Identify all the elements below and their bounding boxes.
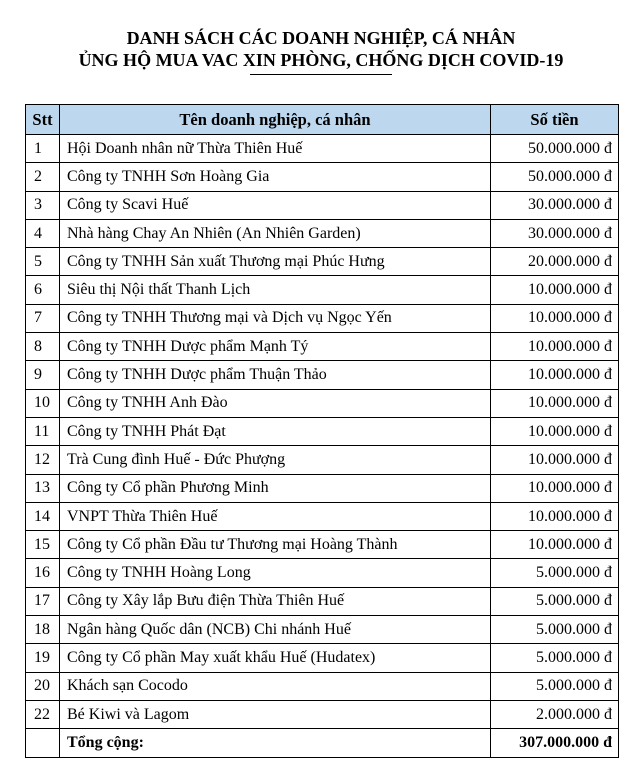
row-name: VNPT Thừa Thiên Huế [60,502,491,530]
row-name: Nhà hàng Chay An Nhiên (An Nhiên Garden) [60,219,491,247]
total-amount: 307.000.000 đ [491,729,619,757]
row-amount: 10.000.000 đ [491,304,619,332]
row-stt: 2 [26,163,60,191]
row-name: Công ty TNHH Sản xuất Thương mại Phúc Hưng [60,248,491,276]
row-amount: 10.000.000 đ [491,389,619,417]
table-row [26,304,619,332]
table-row [26,700,619,728]
row-name: Trà Cung đình Huế - Đức Phượng [60,446,491,474]
row-amount: 50.000.000 đ [491,163,619,191]
row-stt: 3 [26,191,60,219]
table-row [26,531,619,559]
row-name: Hội Doanh nhân nữ Thừa Thiên Huế [60,135,491,163]
row-amount: 5.000.000 đ [491,672,619,700]
table-row [26,644,619,672]
row-amount: 10.000.000 đ [491,502,619,530]
row-stt: 1 [26,135,60,163]
row-amount: 5.000.000 đ [491,559,619,587]
table-row [26,559,619,587]
header-row [26,105,619,135]
document-title-line-1: DANH SÁCH CÁC DOANH NGHIỆP, CÁ NHÂN [126,28,516,48]
document-title-line-2: ỦNG HỘ MUA VAC XIN PHÒNG, CHỐNG DỊCH COVID-19 [78,50,564,70]
donor-table-header [26,105,619,135]
row-amount: 5.000.000 đ [491,644,619,672]
row-amount: 10.000.000 đ [491,474,619,502]
table-row [26,474,619,502]
row-stt: 12 [26,446,60,474]
row-name: Công ty TNHH Phát Đạt [60,417,491,445]
table-row [26,446,619,474]
row-stt: 17 [26,587,60,615]
row-amount: 30.000.000 đ [491,191,619,219]
table-row [26,672,619,700]
table-row [26,191,619,219]
row-amount: 5.000.000 đ [491,616,619,644]
row-name: Công ty TNHH Thương mại và Dịch vụ Ngọc Yến [60,304,491,332]
total-stt [26,729,60,757]
row-name: Khách sạn Cocodo [60,672,491,700]
row-name: Công ty Cổ phần Phương Minh [60,474,491,502]
row-name: Công ty Cổ phần Đầu tư Thương mại Hoàng Thành [60,531,491,559]
row-stt: 7 [26,304,60,332]
row-stt: 4 [26,219,60,247]
table-row [26,587,619,615]
table-row [26,219,619,247]
row-name: Công ty TNHH Hoàng Long [60,559,491,587]
row-name: Công ty TNHH Anh Đào [60,389,491,417]
donor-table [25,104,619,758]
row-amount: 20.000.000 đ [491,248,619,276]
header-name: Tên doanh nghiệp, cá nhân [60,105,491,135]
table-row [26,502,619,530]
row-stt: 10 [26,389,60,417]
row-amount: 2.000.000 đ [491,700,619,728]
row-stt: 14 [26,502,60,530]
row-amount: 50.000.000 đ [491,135,619,163]
row-stt: 20 [26,672,60,700]
row-amount: 10.000.000 đ [491,446,619,474]
table-row [26,616,619,644]
row-amount: 10.000.000 đ [491,417,619,445]
header-stt: Stt [26,105,60,135]
row-name: Siêu thị Nội thất Thanh Lịch [60,276,491,304]
total-row [26,729,619,757]
row-amount: 30.000.000 đ [491,219,619,247]
table-row [26,163,619,191]
row-amount: 10.000.000 đ [491,531,619,559]
row-stt: 15 [26,531,60,559]
donor-table-footer [26,729,619,757]
total-label: Tổng cộng: [60,729,491,757]
row-amount: 5.000.000 đ [491,587,619,615]
row-name: Công ty Scavi Huế [60,191,491,219]
row-name: Công ty TNHH Dược phẩm Mạnh Tý [60,333,491,361]
row-stt: 8 [26,333,60,361]
row-stt: 19 [26,644,60,672]
row-stt: 6 [26,276,60,304]
row-name: Công ty TNHH Dược phẩm Thuận Thảo [60,361,491,389]
row-amount: 10.000.000 đ [491,276,619,304]
row-stt: 11 [26,417,60,445]
row-stt: 9 [26,361,60,389]
row-name: Công ty Xây lắp Bưu điện Thừa Thiên Huế [60,587,491,615]
title-underline-divider [250,74,392,75]
donor-table-body [26,135,619,729]
row-stt: 13 [26,474,60,502]
table-row [26,333,619,361]
row-name: Công ty TNHH Sơn Hoàng Gia [60,163,491,191]
row-amount: 10.000.000 đ [491,361,619,389]
row-amount: 10.000.000 đ [491,333,619,361]
row-name: Ngân hàng Quốc dân (NCB) Chi nhánh Huế [60,616,491,644]
row-name: Công ty Cổ phần May xuất khẩu Huế (Hudatex) [60,644,491,672]
table-row [26,276,619,304]
table-row [26,248,619,276]
row-stt: 5 [26,248,60,276]
row-stt: 16 [26,559,60,587]
table-row [26,135,619,163]
table-row [26,361,619,389]
header-amount: Số tiền [491,105,619,135]
table-row [26,389,619,417]
row-name: Bé Kiwi và Lagom [60,700,491,728]
table-row [26,417,619,445]
row-stt: 18 [26,616,60,644]
row-stt: 22 [26,700,60,728]
